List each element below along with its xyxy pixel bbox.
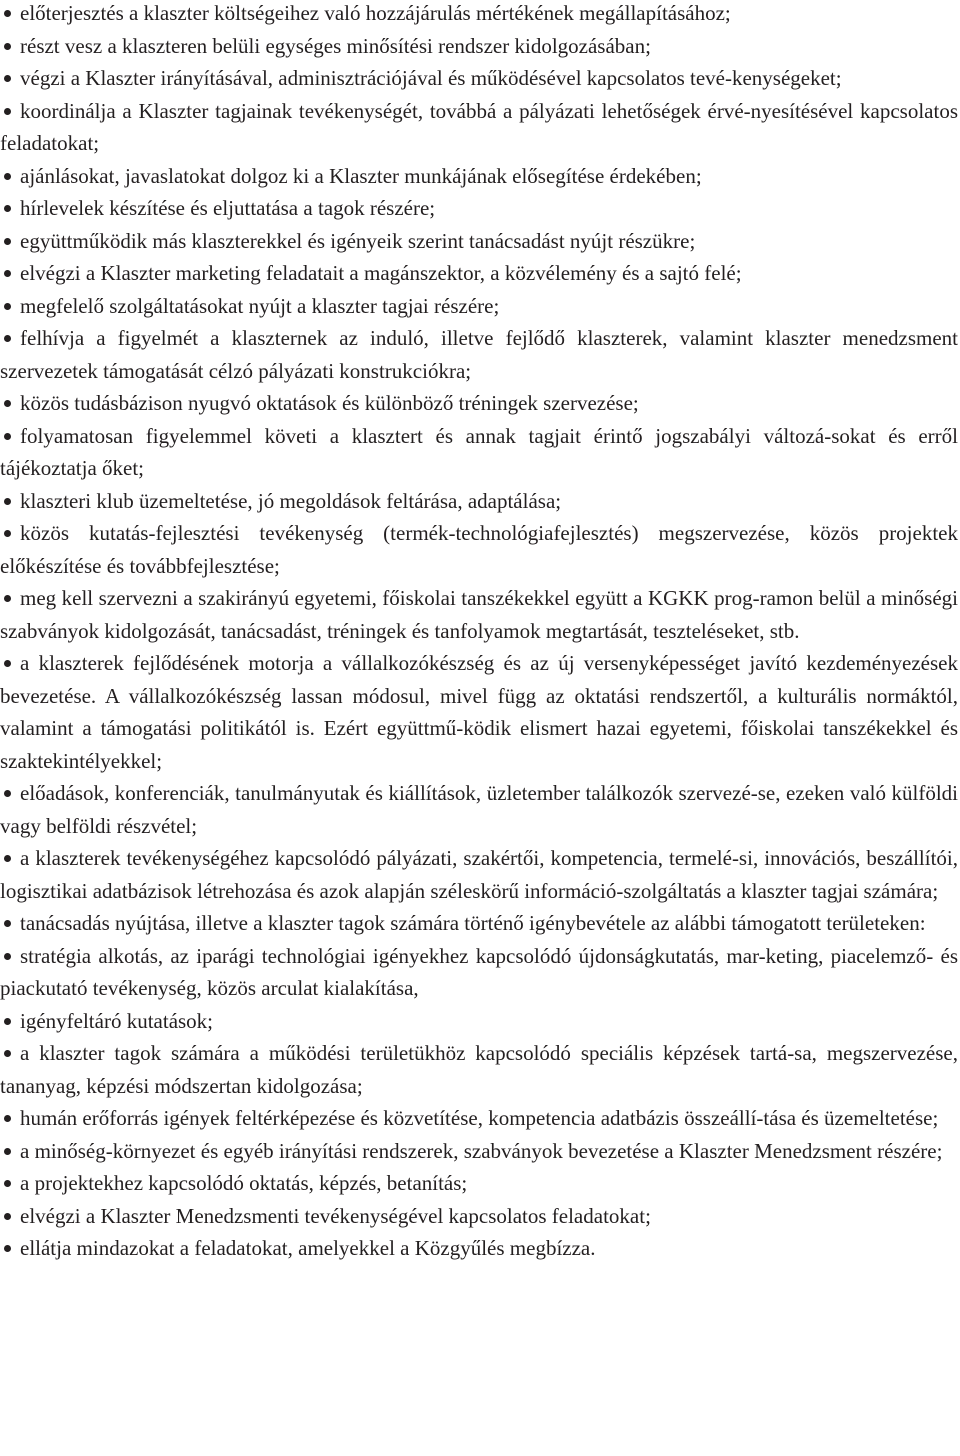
list-item-text: humán erőforrás igények feltérképezése és közvetítése, kompetencia adatbázis összeállí-tása és üzemeltetése;	[20, 1106, 939, 1130]
list-item-text: meg kell szervezni a szakirányú egyetemi, főiskolai tanszékekkel együtt a KGKK prog-ramon belül a minőségi szabványok kidolgozását, tanácsadást, tréningek és tanfolyamok megtartását, teszteléseket, stb.	[0, 586, 958, 643]
bullet-icon	[4, 1180, 11, 1187]
list-item-text: koordinálja a Klaszter tagjainak tevékenységét, továbbá a pályázati lehetőségek érvé-nyesítésével kapcsolatos feladatokat;	[0, 98, 958, 155]
list-item	[0, 0, 958, 30]
bullet-icon	[4, 920, 11, 927]
list-item-text: a klaszterek fejlődésének motorja a vállalkozókészség és az új versenyképességet javító kezdeményezések bevezetése. A vállalkozókészség lassan módosul, mivel függ az oktatási rendszertől, a kulturális normáktól, valamint a támogatási politikától is. Ezért együttmű-ködik elismert hazai egyetemi, főiskolai tanszékekkel és szaktekintélyekkel;	[0, 651, 958, 773]
bullet-icon	[4, 270, 11, 277]
bullet-icon	[4, 433, 11, 440]
bullet-icon	[4, 1148, 11, 1155]
list-item-text: klaszteri klub üzemeltetése, jó megoldások feltárása, adaptálása;	[20, 488, 562, 513]
list-item	[0, 1200, 958, 1233]
list-item	[0, 777, 958, 842]
list-item	[0, 30, 958, 63]
list-item-text: közös tudásbázison nyugvó oktatások és különböző tréningek szervezése;	[20, 391, 639, 415]
list-item-text: részt vesz a klaszteren belüli egységes minősítési rendszer kidolgozásában;	[20, 33, 651, 58]
bullet-icon	[4, 1018, 11, 1025]
bullet-icon	[4, 10, 11, 17]
list-item	[0, 95, 958, 160]
list-item	[0, 387, 958, 420]
list-item-text: a projektekhez kapcsolódó oktatás, képzés, betanítás;	[20, 1171, 468, 1195]
list-item	[0, 1102, 958, 1135]
list-item-text: folyamatosan figyelemmel követi a klasztert és annak tagjait érintő jogszabályi változá-sokat és erről tájékoztatja őket;	[0, 423, 958, 480]
list-item-text: hírlevelek készítése és eljuttatása a tagok részére;	[20, 196, 436, 220]
list-item-text: közös kutatás-fejlesztési tevékenység (termék-technológiafejlesztés) megszervezése, közös projektek előkészítése és továbbfejlesztése;	[0, 521, 958, 578]
list-item	[0, 1135, 958, 1168]
bullet-icon	[4, 498, 11, 505]
bullet-icon	[4, 1115, 11, 1122]
list-item	[0, 160, 958, 193]
list-item	[0, 225, 958, 258]
list-item	[0, 940, 958, 1005]
bullet-icon	[4, 205, 11, 212]
list-item-text: stratégia alkotás, az iparági technológiai igényekhez kapcsolódó újdonságkutatás, mar-keting, piacelemző- és piackutató tevékenység, közös arculat kialakítása,	[0, 943, 958, 1000]
list-item	[0, 290, 958, 323]
list-item-text: tanácsadás nyújtása, illetve a klaszter tagok számára történő igénybevétele az alábbi támogatott területeken:	[20, 911, 926, 935]
bullet-icon	[4, 790, 11, 797]
list-item-text: megfelelő szolgáltatásokat nyújt a klaszter tagjai részére;	[20, 293, 500, 318]
list-item-text: ajánlásokat, javaslatokat dolgoz ki a Klaszter munkájának elősegítése érdekében;	[20, 163, 702, 188]
list-item	[0, 62, 958, 95]
list-item-text: a klaszterek tevékenységéhez kapcsolódó pályázati, szakértői, kompetencia, termelé-si, innovációs, beszállítói, logisztikai adatbázisok létrehozása és azok alapján széleskörű információ-szolgáltatás a klaszter tagjai számára;	[0, 846, 958, 903]
bullet-icon	[4, 173, 11, 180]
list-item	[0, 647, 958, 777]
list-item-text: a minőség-környezet és egyéb irányítási rendszerek, szabványok bevezetése a Klaszter Menedzsment részére;	[20, 1138, 943, 1163]
list-item-text: előadások, konferenciák, tanulmányutak és kiállítások, üzletember találkozók szervezé-se, ezeken való külföldi vagy belföldi részvétel;	[0, 781, 958, 838]
list-item	[0, 257, 958, 290]
list-item-text: a klaszter tagok számára a működési területükhöz kapcsolódó speciális képzések tartá-sa, megszervezése, tananyag, képzési módszertan kidolgozása;	[0, 1041, 958, 1098]
bullet-icon	[4, 238, 11, 245]
bullet-icon	[4, 43, 11, 50]
bullet-icon	[4, 530, 11, 537]
list-item-text: felhívja a figyelmét a klaszternek az induló, illetve fejlődő klaszterek, valamint klaszter menedzsment szervezetek támogatását célzó pályázati konstrukciókra;	[0, 326, 958, 383]
list-item	[0, 1167, 958, 1200]
list-item-text: elvégzi a Klaszter marketing feladatait a magánszektor, a közvélemény és a sajtó felé;	[20, 261, 742, 285]
list-item	[0, 907, 958, 940]
list-item-text: végzi a Klaszter irányításával, adminisztrációjával és működésével kapcsolatos tevé-kenységeket;	[20, 66, 842, 90]
list-item	[0, 485, 958, 518]
bullet-icon	[4, 855, 11, 862]
list-item-text: ellátja mindazokat a feladatokat, amelyekkel a Közgyűlés megbízza.	[20, 1236, 596, 1260]
bullet-icon	[4, 1050, 11, 1057]
list-item	[0, 192, 958, 225]
bullet-icon	[4, 660, 11, 667]
bullet-icon	[4, 1245, 11, 1252]
bullet-icon	[4, 953, 11, 960]
list-item	[0, 842, 958, 907]
list-item	[0, 322, 958, 387]
list-item-text: együttműködik más klaszterekkel és igényeik szerint tanácsadást nyújt részükre;	[20, 228, 696, 253]
bullet-icon	[4, 335, 11, 342]
bullet-icon	[4, 75, 11, 82]
bullet-icon	[4, 303, 11, 310]
list-item	[0, 420, 958, 485]
bullet-icon	[4, 595, 11, 602]
bullet-icon	[4, 400, 11, 407]
list-item-text: előterjesztés a klaszter költségeihez való hozzájárulás mértékének megállapításához;	[20, 1, 731, 25]
list-item	[0, 1037, 958, 1102]
bullet-icon	[4, 1213, 11, 1220]
bullet-icon	[4, 108, 11, 115]
list-item	[0, 1005, 958, 1038]
list-item	[0, 582, 958, 647]
list-item-text: elvégzi a Klaszter Menedzsmenti tevékenységével kapcsolatos feladatokat;	[20, 1203, 651, 1228]
list-item	[0, 1232, 958, 1265]
list-item	[0, 517, 958, 582]
list-item-text: igényfeltáró kutatások;	[20, 1008, 214, 1033]
